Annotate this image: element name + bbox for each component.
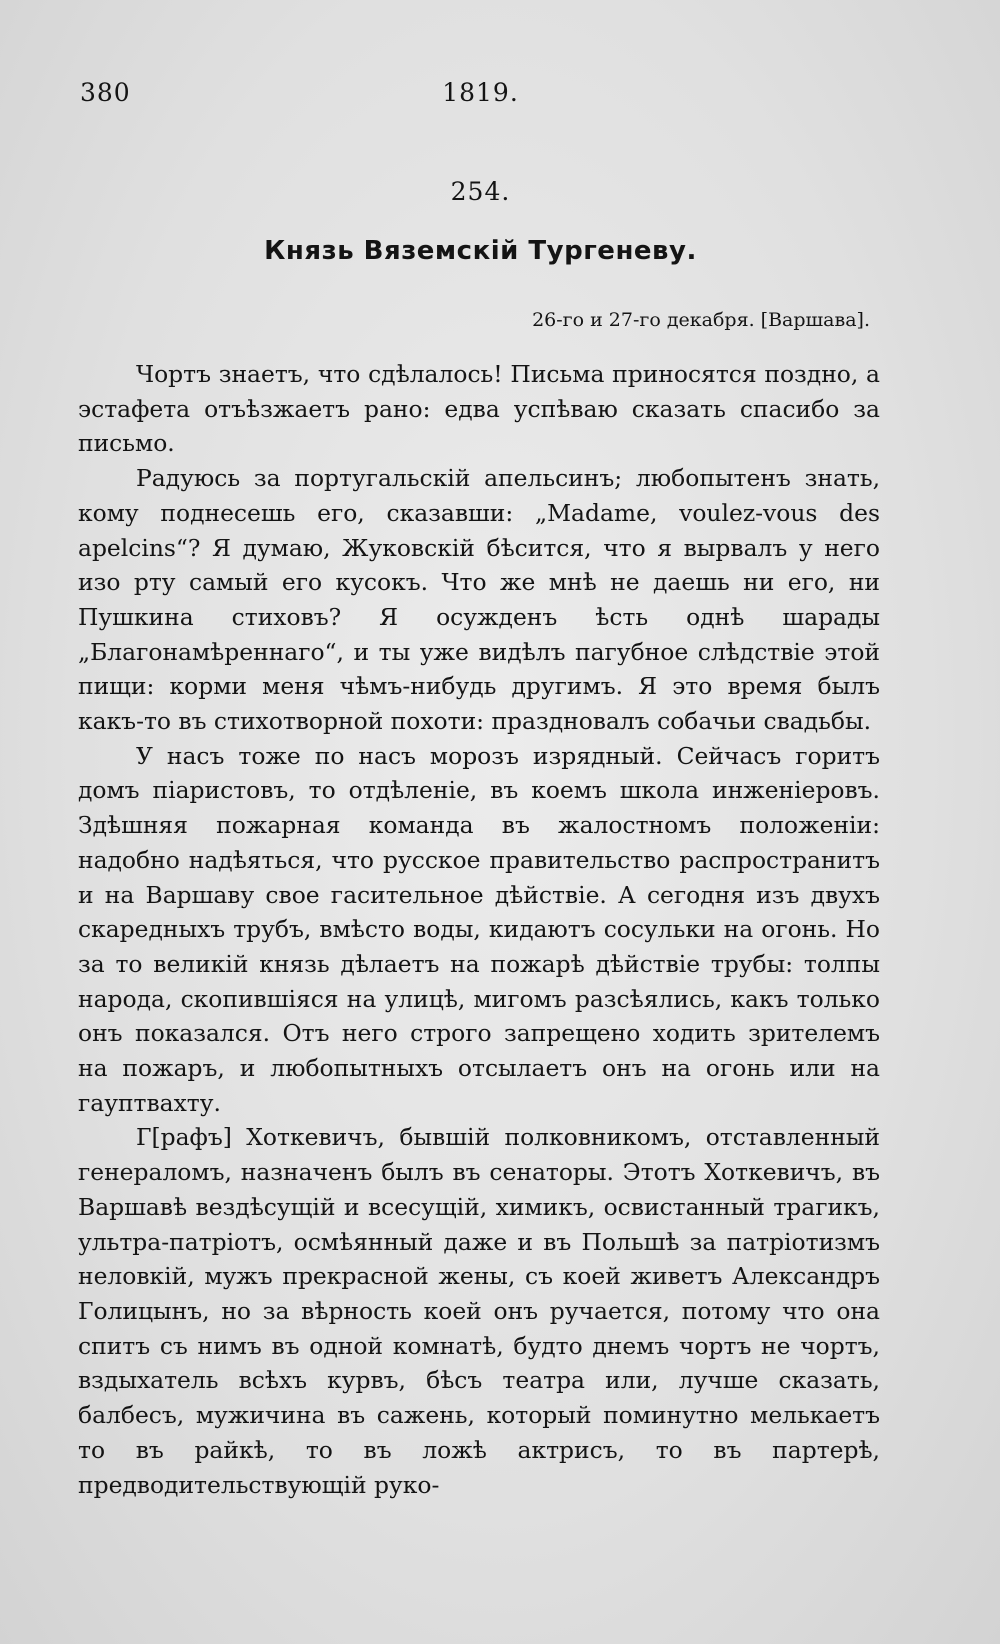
page-number: 380 (80, 78, 131, 107)
paragraph: Г[рафъ] Хоткевичъ, бывшій полковникомъ, отставленный генераломъ, назначенъ былъ въ сенаторы. Этотъ Хоткевичъ, въ Варшавѣ вездѣсущій и всесущій, химикъ, освистанный трагикъ, ультра-патріотъ, осмѣянный даже и въ Польшѣ за патріотизмъ неловкій, мужъ прекрасной жены, съ коей живетъ Александръ Голицынъ, но за вѣрность коей онъ ручается, потому что она спитъ съ нимъ въ одной комнатѣ, будто днемъ чортъ не чортъ, вздыхатель всѣхъ курвъ, бѣсъ театра или, лучше сказать, балбесъ, мужичина въ сажень, который поминутно мелькаетъ то въ райкѣ, то въ ложѣ актрисъ, то въ партерѣ, предводительствующій руко- (78, 1123, 880, 1499)
letter-number: 254. (450, 177, 511, 206)
letter-title: Князь Вяземскій Тургеневу. (264, 236, 697, 266)
paragraph: Чортъ знаетъ, что сдѣлалось! Письма приносятся поздно, а эстафета отъѣзжаетъ рано: едва успѣваю сказать спасибо за письмо. (78, 360, 880, 458)
paragraph: У насъ тоже по насъ морозъ изрядный. Сейчасъ горитъ домъ піаристовъ, то отдѣленіе, въ коемъ школа инженіеровъ. Здѣшняя пожарная команда въ жалостномъ положеніи: надобно надѣяться, что русское правительство распространитъ и на Варшаву свое гасительное дѣйствіе. А сегодня изъ двухъ скаредныхъ трубъ, вмѣсто воды, кидаютъ сосульки на огонь. Но за то великій князь дѣлаетъ на пожарѣ дѣйствіе трубы: толпы народа, скопившіяся на улицѣ, мигомъ разсѣялись, какъ только онъ показался. Отъ него строго запрещено ходить зрителемъ на пожаръ, и любопытныхъ отсылаетъ онъ на огонь или на гауптвахту. (78, 741, 880, 1117)
letter-body (78, 357, 880, 1502)
paragraph: Радуюсь за португальскій апельсинъ; любопытенъ знать, кому поднесешь его, сказавши: „Madame, voulez-vous des apelcins“? Я думаю, Жуковскій бѣсится, что я вырвалъ у него изо рту самый его кусокъ. Что же мнѣ не даешь ни его, ни Пушкина стиховъ? Я осужденъ ѣсть однѣ шарады „Благонамѣреннаго“, и ты уже видѣлъ пагубное слѣдствіе этой пищи: корми меня чѣмъ-нибудь другимъ. Я это время былъ какъ-то въ стихотворной похоти: праздновалъ собачьи свадьбы. (78, 464, 880, 736)
running-year: 1819. (442, 78, 519, 107)
running-header (78, 78, 883, 118)
letter-dateline: 26-го и 27-го декабря. [Варшава]. (532, 309, 870, 331)
